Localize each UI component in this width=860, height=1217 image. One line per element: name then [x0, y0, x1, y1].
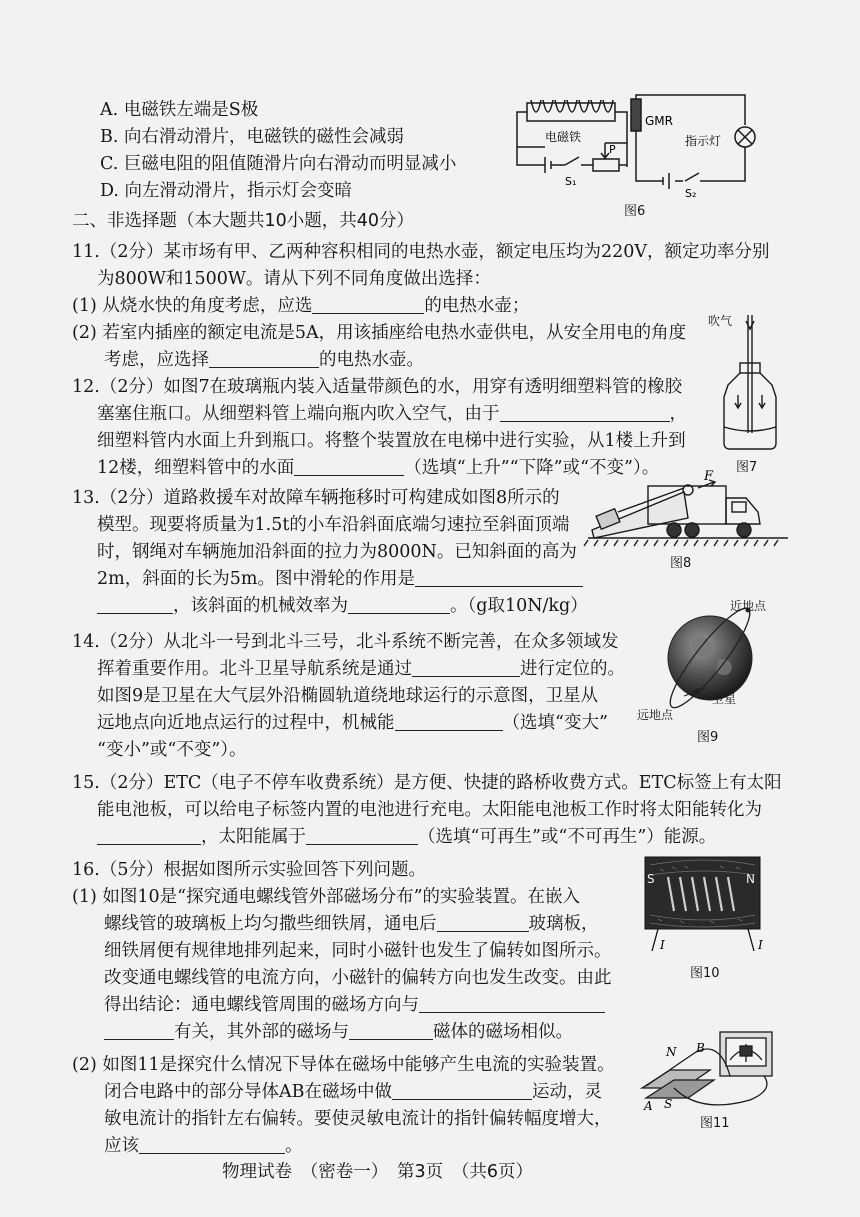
q16-part2-line4-tail: 。	[285, 1136, 303, 1156]
q12-line4	[97, 456, 659, 480]
q16-part2-line1: (2) 如图11是探究什么情况下导体在磁场中能够产生电流的实验装置。	[72, 1055, 615, 1075]
figure-7-caption: 图7	[736, 460, 758, 475]
answer-blank[interactable]	[395, 714, 503, 731]
q16-part2-line2-tail: 运动，灵	[532, 1082, 602, 1102]
answer-blank[interactable]	[209, 351, 319, 368]
q12-line2-tail: ，	[669, 404, 687, 424]
q12-line2-text: 塞塞住瓶口。从细塑料管上端向瓶内吹入空气，由于	[97, 404, 500, 424]
option-c: C. 巨磁电阻的阻值随滑片向右滑动而明显减小	[100, 154, 457, 174]
answer-blank[interactable]	[349, 1023, 433, 1040]
q13-line5-tail: 。（g取10N/kg）	[450, 596, 588, 616]
force-label: F	[704, 469, 714, 484]
slider-p-label: P	[609, 143, 616, 156]
answer-blank[interactable]	[294, 459, 404, 476]
answer-blank[interactable]	[306, 828, 418, 845]
current-left-label: I	[660, 938, 665, 952]
figure-11-generator	[640, 1030, 780, 1120]
pole-s-label: S	[647, 872, 655, 886]
q11-line1: 11.（2分）某市场有甲、乙两种容积相同的电热水壶，额定电压均为220V，额定功率分别	[72, 242, 770, 262]
answer-blank[interactable]	[500, 405, 670, 422]
q15-line3	[97, 825, 716, 849]
q14-line4	[97, 711, 608, 735]
q16-line1: 16.（5分）根据如图所示实验回答下列问题。	[72, 860, 426, 880]
q16-part1-line5	[104, 993, 605, 1017]
q16-part1-line2-tail: 玻璃板，	[528, 914, 599, 934]
gmr-label: GMR	[645, 114, 673, 128]
q11-part2-line2	[104, 348, 424, 372]
q11-part2-tail: 的电热水壶。	[319, 350, 424, 370]
answer-blank[interactable]	[97, 597, 173, 614]
pole-s-label: S	[664, 1097, 673, 1111]
q16-part2-line2	[104, 1080, 602, 1104]
apogee-label: 远地点	[637, 708, 674, 722]
answer-blank[interactable]	[419, 996, 605, 1013]
q16-part1-line1: (1) 如图10是“探究通电螺线管外部磁场分布”的实验装置。在嵌入	[72, 887, 581, 907]
q12-line2	[97, 402, 687, 426]
current-right-label: I	[758, 938, 763, 952]
q12-line1: 12.（2分）如图7在玻璃瓶内装入适量带颜色的水，用穿有透明细塑料管的橡胶	[72, 377, 683, 397]
blow-label: 吹气	[708, 314, 733, 328]
figure-6-caption: 图6	[624, 204, 646, 219]
option-a: A. 电磁铁左端是S极	[100, 100, 259, 120]
lamp-label: 指示灯	[685, 134, 722, 148]
figure-6-circuit	[505, 95, 755, 215]
figure-7-bottle	[720, 315, 780, 455]
switch-s2-label: S₂	[685, 187, 697, 200]
q13-line2: 模型。现要将质量为1.5t的小车沿斜面底端匀速拉至斜面顶端	[97, 515, 570, 535]
q14-line1: 14.（2分）从北斗一号到北斗三号，北斗系统不断完善，在众多领域发	[72, 632, 619, 652]
q15-line1: 15.（2分）ETC（电子不停车收费系统）是方便、快捷的路桥收费方式。ETC标签上有太阳	[72, 773, 782, 793]
q16-part1-line2-text: 螺线管的玻璃板上均匀撒些细铁屑，通电后	[104, 914, 437, 934]
q15-line3-text: ，太阳能属于	[201, 827, 306, 847]
q16-part2-line4-text: 应该	[104, 1136, 139, 1156]
q13-line1: 13.（2分）道路救援车对故障车辆拖移时可构建成如图8所示的	[72, 488, 560, 508]
q15-line3-tail: （选填“可再生”或“不可再生”）能源。	[418, 827, 717, 847]
q14-line5: “变小”或“不变”）。	[97, 740, 247, 760]
answer-blank[interactable]	[437, 915, 529, 932]
electromagnet-label: 电磁铁	[545, 130, 582, 144]
answer-blank[interactable]	[412, 660, 520, 677]
page-footer: 物理试卷 （密卷一） 第3页 （共6页）	[222, 1162, 534, 1182]
figure-10-caption: 图10	[690, 966, 720, 981]
q13-line3: 时，钢绳对车辆施加沿斜面的拉力为8000N。已知斜面的高为	[97, 542, 577, 562]
q16-part2-line3: 敏电流计的指针左右偏转。要使灵敏电流计的指针偏转幅度增大，	[104, 1109, 612, 1129]
answer-blank[interactable]	[104, 1023, 174, 1040]
q11-part1-tail: 的电热水壶；	[424, 296, 530, 316]
q15-line2: 能电池板，可以给电子标签内置的电池进行充电。太阳能电池板工作时将太阳能转化为	[97, 800, 762, 820]
perigee-label: 近地点	[730, 599, 767, 613]
q14-line3: 如图9是卫星在大气层外沿椭圆轨道绕地球运行的示意图，卫星从	[97, 686, 599, 706]
conductor-a-label: A	[644, 1099, 653, 1113]
figure-10-solenoid	[640, 855, 770, 955]
q11-part2-text: 考虑，应选择	[104, 350, 209, 370]
satellite-label: 卫星	[712, 692, 737, 706]
q13-line5-text: ，该斜面的机械效率为	[173, 596, 348, 616]
q12-line4-tail: （选填“上升”“下降”或“不变”）。	[404, 458, 660, 478]
q14-line2	[97, 657, 625, 681]
switch-s1-label: S₁	[565, 175, 577, 188]
q14-line4-tail: （选填“变大”	[502, 713, 608, 733]
figure-8-tow-truck	[588, 469, 788, 548]
figure-9-caption: 图9	[697, 730, 719, 745]
q16-part1-line4: 改变通电螺线管的电流方向，小磁针的偏转方向也发生改变。由此	[104, 968, 612, 988]
conductor-b-label: B	[696, 1041, 705, 1055]
section-2-title: 二、非选择题（本大题共10小题，共40分）	[72, 211, 415, 231]
q16-part1-line3: 细铁屑便有规律地排列起来，同时小磁针也发生了偏转如图所示。	[104, 941, 612, 961]
pole-n-label: N	[666, 1045, 677, 1059]
figure-8-caption: 图8	[670, 556, 692, 571]
q13-line4	[97, 567, 583, 591]
answer-blank[interactable]	[139, 1137, 285, 1154]
q16-part2-line4	[104, 1134, 303, 1158]
q16-part2-line2-text: 闭合电路中的部分导体AB在磁场中做	[104, 1082, 392, 1102]
answer-blank[interactable]	[97, 828, 201, 845]
answer-blank[interactable]	[312, 297, 424, 314]
q16-part1-line6-tail: 磁体的磁场相似。	[433, 1022, 573, 1042]
q16-part1-line6-text: 有关，其外部的磁场与	[174, 1022, 349, 1042]
q12-line3: 细塑料管内水面上升到瓶口。将整个装置放在电梯中进行实验，从1楼上升到	[97, 431, 686, 451]
q16-part1-line5-text: 得出结论：通电螺线管周围的磁场方向与	[104, 995, 419, 1015]
q14-line2-text: 挥着重要作用。北斗卫星导航系统是通过	[97, 659, 412, 679]
option-b: B. 向右滑动滑片，电磁铁的磁性会减弱	[100, 127, 404, 147]
q16-part1-line2	[104, 912, 599, 936]
answer-blank[interactable]	[415, 570, 583, 587]
option-d: D. 向左滑动滑片，指示灯会变暗	[100, 181, 353, 201]
q11-part1-text: (1) 从烧水快的角度考虑，应选	[72, 296, 313, 316]
q11-part1	[72, 294, 529, 318]
q11-part2-line1: (2) 若室内插座的额定电流是5A，用该插座给电热水壶供电，从安全用电的角度	[72, 323, 687, 343]
pole-n-label: N	[746, 872, 755, 886]
answer-blank[interactable]	[348, 597, 450, 614]
q11-line2: 为800W和1500W。请从下列不同角度做出选择：	[97, 269, 491, 289]
q12-line4-text: 12楼，细塑料管中的水面	[97, 458, 295, 478]
q14-line4-text: 远地点向近地点运行的过程中，机械能	[97, 713, 395, 733]
q16-part1-line6	[104, 1020, 573, 1044]
q14-line2-tail: 进行定位的。	[520, 659, 625, 679]
answer-blank[interactable]	[392, 1083, 532, 1100]
figure-11-caption: 图11	[700, 1116, 730, 1131]
q13-line5	[97, 594, 588, 618]
q13-line4-text: 2m，斜面的长为5m。图中滑轮的作用是	[97, 569, 415, 589]
